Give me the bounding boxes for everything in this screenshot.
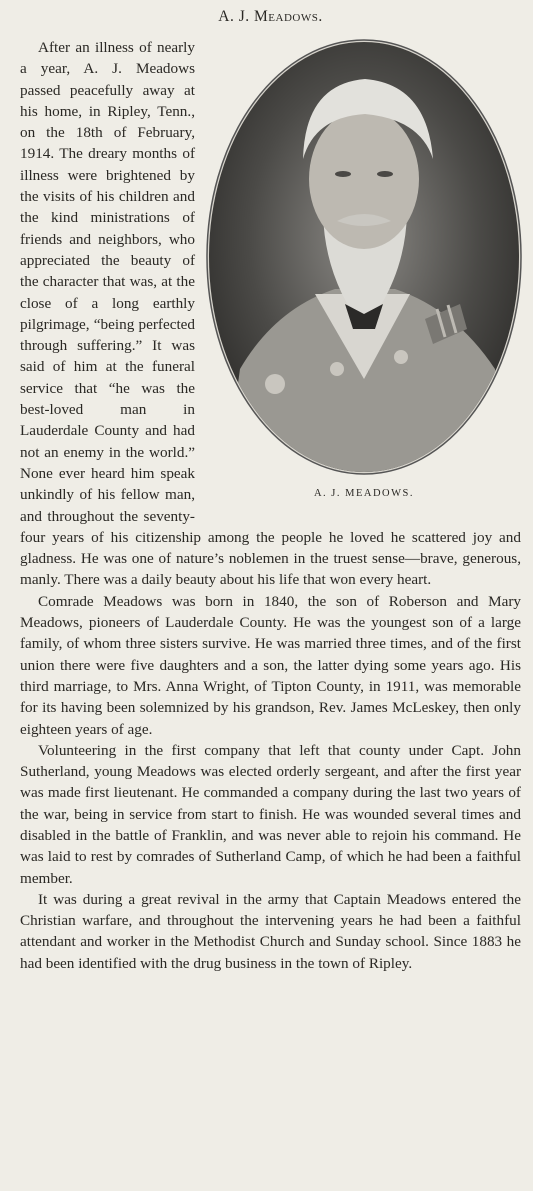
paragraph-2: Comrade Meadows was born in 1840, the son of Roberson and Mary Meadows, pioneers of Lauderdale County. He was the youngest son of a large family, of whom three sisters survive. He was married three times, and of the first union there were five daughters and a son, the latter dying some years ago. His third marriage, to Mrs. Anna Wright, of Tipton County, in 1911, was memorable for its having been solemnized by his grandson, Rev. James McLeskey, then only eighteen years of age. (20, 592, 521, 738)
paragraph-1: After an illness of nearly a year, A. J. Meadows passed peacefully away at his home, in Ripley, Tenn., on the 18th of February, 1914. The dreary months of illness were brightened by the visits of his children and the kind ministrations of friends and neighbors, who appreciated the beauty of the character that was, at the close of a long earthly pilgrimage, “being perfected through suffering.” It was said of him at the funeral service that “he was the best-loved man in Lauderdale County and had not an enemy in the world.” None ever heard him speak unkindly of his fellow man, and throughout the seventy-four years of his citizenship among the people he loved he scattered joy and gladness. He was one of nature’s noblemen in the truest sense—brave, generous, manly. There was a daily beauty about his life that won every heart. (20, 39, 521, 589)
article-page (20, 6, 521, 974)
portrait-caption: A. J. MEADOWS. (313, 488, 415, 499)
paragraph-4: It was during a great revival in the army that Captain Meadows entered the Christian warfare, and throughout the intervening years he had been a faithful attendant and worker in the Methodist Church and Sunday school. Since 1883 he had been identified with the drug business in the town of Ripley. (20, 890, 521, 972)
paragraph-3: Volunteering in the first company that left that county under Capt. John Sutherland, young Meadows was elected orderly sergeant, and after the first year was made first lieutenant. He commanded a company during the last two years of the war, being in service from start to finish. He was wounded several times and disabled in the battle of Franklin, and was never able to rejoin his command. He was laid to rest by comrades of Sutherland Camp, of which he had been a faithful member. (20, 741, 521, 887)
portrait-image (205, 39, 523, 479)
article-title: A. J. Meadows. (218, 8, 323, 25)
portrait-figure (205, 39, 523, 511)
